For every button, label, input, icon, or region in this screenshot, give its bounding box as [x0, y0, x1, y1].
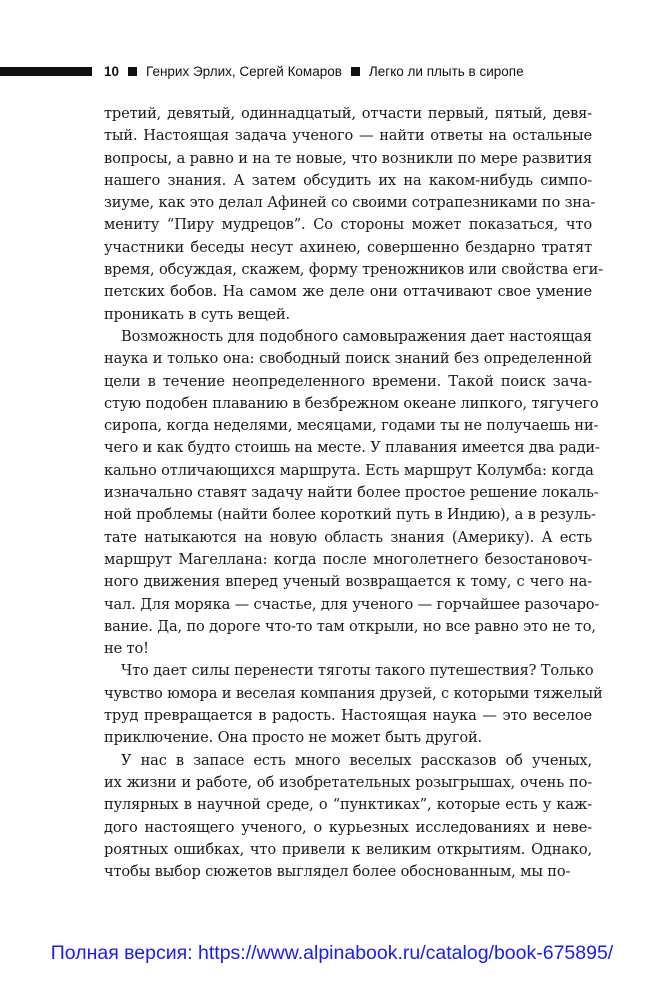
text-line: чал. Для моряка — счастье, для ученого — горчайшее разочаро- [104, 595, 600, 613]
paragraph [104, 750, 592, 884]
running-header [104, 63, 624, 81]
text-line: маршрут Магеллана: когда после многолетнего безостановоч- [104, 550, 592, 568]
text-line: ной проблемы (найти более короткий путь в Индию), а в резуль- [104, 506, 596, 524]
text-line: труд превращается в радость. Настоящая наука — это веселое [104, 707, 592, 725]
text-line: приключение. Она просто не может быть другой. [104, 729, 483, 747]
paragraph [104, 326, 600, 660]
text-line: не то! [104, 640, 149, 658]
text-line: Что дает силы перенести тяготы такого путешествия? Только [121, 662, 594, 680]
text-line: время, обсуждая, скажем, форму треножников или свойства еги- [104, 261, 603, 279]
text-line: цели в течение неопределенного времени. Такой поиск зача- [104, 372, 592, 390]
text-line: вание. Да, по дороге что-то там открыли, но все равно это не то, [104, 617, 596, 635]
text-line: пулярных в научной среде, о “пунктиках”, которые есть у каж- [104, 796, 592, 814]
header-authors: Генрих Эрлих, Сергей Комаров [146, 64, 342, 79]
text-line: петских бобов. На самом же деле они оттачивают свое умение [104, 283, 592, 301]
text-line: их жизни и работе, об изобретательных розыгрышах, очень по- [104, 773, 592, 791]
text-line: тате натыкаются на новую область знания (Америку). А есть [104, 528, 592, 546]
text-line: дого настоящего ученого, о курьезных исследованиях и неве- [104, 818, 592, 836]
text-line: нашего знания. А затем обсудить их на каком-нибудь симпо- [104, 171, 592, 189]
text-line: чтобы выбор сюжетов выглядел более обоснованным, мы по- [104, 863, 571, 881]
text-line: кально отличающихся маршрута. Есть маршрут Колумба: когда [104, 461, 594, 479]
paragraph [104, 660, 603, 749]
text-line: сиропа, когда неделями, месяцами, годами ты не получаешь ни- [104, 417, 599, 435]
header-book-title: Легко ли плыть в сиропе [368, 64, 524, 79]
text-line: третий, девятый, одиннадцатый, отчасти первый, пятый, девя- [104, 105, 592, 122]
text-line: роятных ошибках, что привели к великим открытиям. Однако, [104, 840, 592, 858]
full-version-link[interactable]: Полная версия: https://www.alpinabook.ru/catalog/book-675895/ [50, 942, 614, 964]
body-text [104, 103, 603, 883]
text-line: проникать в суть вещей. [104, 305, 291, 323]
page-number: 10 [104, 64, 120, 79]
text-line: Возможность для подобного самовыражения дает настоящая [121, 327, 592, 345]
text-line: участники беседы несут ахинею, совершенно бездарно тратят [104, 238, 592, 256]
text-line: чего и как будто стоишь на месте. У плавания имеется два ради- [104, 439, 600, 457]
text-line: вопросы, а равно и на те новые, что возникли по мере развития [104, 149, 592, 167]
text-line: ного движения вперед ученый возвращается к тому, с чего на- [104, 573, 592, 591]
text-line: тый. Настоящая задача ученого — найти ответы на остальные [104, 127, 592, 145]
text-line: наука и только она: свободный поиск знаний без определенной [104, 350, 592, 368]
text-line: У нас в запасе есть много веселых рассказов об ученых, [121, 751, 592, 769]
paragraph [104, 103, 603, 326]
text-line: мениту “Пиру мудрецов”. Со стороны может показаться, что [104, 216, 592, 234]
text-line: чувство юмора и веселая компания друзей, с которыми тяжелый [104, 684, 603, 702]
header-rule [0, 67, 92, 76]
header-separator-square [128, 67, 137, 76]
text-line: зиуме, как это делал Афиней со своими сотрапезниками по зна- [104, 194, 596, 212]
header-separator-square [351, 67, 360, 76]
text-line: стую подобен плаванию в безбрежном океане липкого, тягучего [104, 394, 599, 412]
text-line: изначально ставят задачу найти более простое решение локаль- [104, 484, 599, 502]
